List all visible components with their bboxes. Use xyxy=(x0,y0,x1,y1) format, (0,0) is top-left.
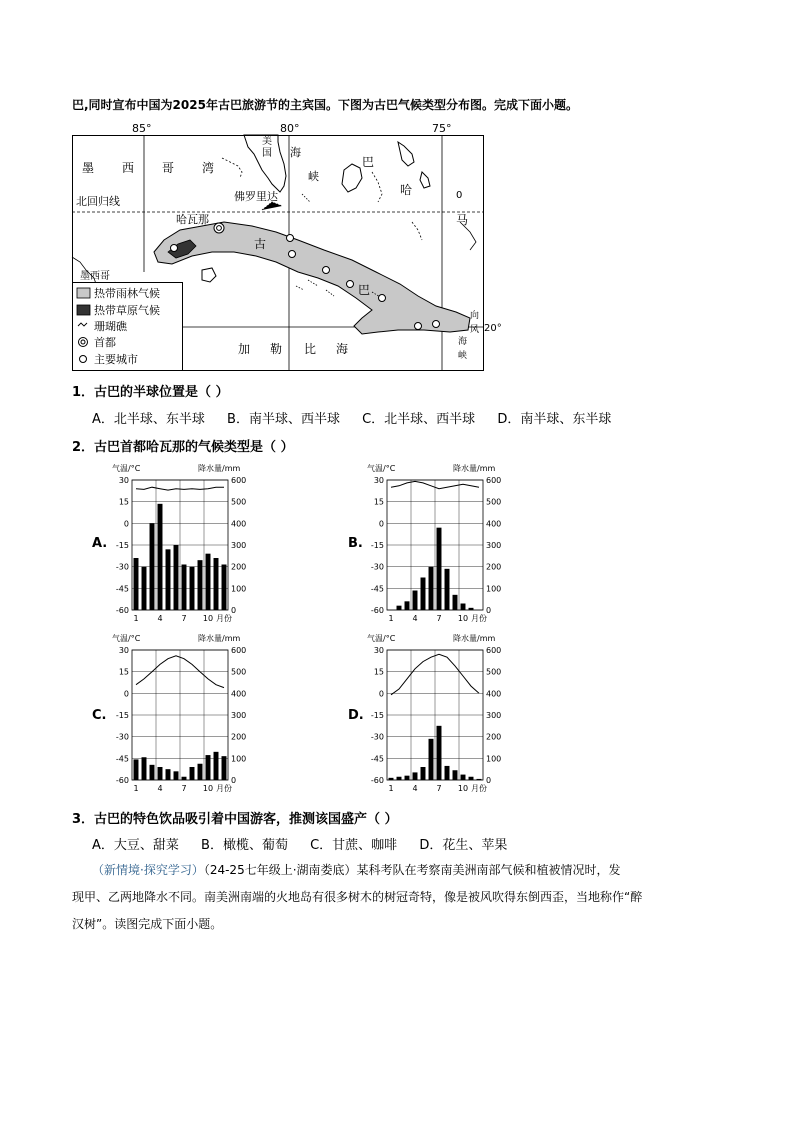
climate-chart-a xyxy=(110,460,260,628)
city-marker xyxy=(379,295,386,302)
q3-options xyxy=(92,834,525,853)
precip-bar xyxy=(142,567,147,610)
city-marker xyxy=(433,321,440,328)
precip-bar xyxy=(469,608,474,610)
x-tick-label: 1 xyxy=(133,614,139,623)
q3-stem: 3．古巴的特色饮品吸引着中国游客，推测该国盛产（ ） xyxy=(72,812,398,827)
precip-bar xyxy=(445,766,450,780)
precip-bar xyxy=(182,565,187,611)
q2-option-b-label[interactable]: B. xyxy=(348,536,363,551)
label-tropic: 北回归线 xyxy=(76,195,120,208)
y-axis-label-temp: 气温/°C xyxy=(112,464,141,473)
precip-bar xyxy=(397,606,402,610)
city-marker xyxy=(415,323,422,330)
temp-tick-label: 30 xyxy=(373,646,384,655)
label-caribbean-2: 勒 xyxy=(270,342,283,356)
label-florida: 佛罗里达 xyxy=(234,190,278,203)
precip-bar xyxy=(150,523,155,610)
precip-bar xyxy=(405,601,410,610)
precip-tick-label: 0 xyxy=(486,776,492,785)
capital-havana-inner xyxy=(217,226,222,231)
precip-tick-label: 100 xyxy=(231,754,247,764)
precip-bar xyxy=(206,554,211,610)
precip-bar xyxy=(158,767,163,780)
x-tick-label: 4 xyxy=(412,614,418,623)
precip-bar xyxy=(222,565,227,611)
label-cuba-2: 巴 xyxy=(358,283,371,297)
x-tick-label: 1 xyxy=(388,614,394,623)
passage-line-2: 现甲、乙两地降水不同。南美洲南端的火地岛有很多树木的树冠奇特，像是被风吹得东倒西歪，当地称作“醉 xyxy=(72,890,643,904)
temp-tick-label: 0 xyxy=(123,689,129,699)
precip-bar xyxy=(182,777,187,780)
precip-tick-label: 300 xyxy=(231,711,247,720)
temp-tick-label: 15 xyxy=(373,497,384,507)
climate-chart-b xyxy=(365,460,515,628)
temp-tick-label: -60 xyxy=(370,606,384,615)
city-marker xyxy=(171,245,178,252)
label-usa-2: 国 xyxy=(262,148,272,159)
y-axis-label-temp: 气温/°C xyxy=(367,464,396,473)
precip-bar xyxy=(445,569,450,610)
precip-bar xyxy=(413,772,418,780)
precip-bar xyxy=(405,776,410,780)
precip-bar xyxy=(214,558,219,610)
x-tick-label: 1 xyxy=(388,784,394,793)
temp-tick-label: 0 xyxy=(378,519,384,529)
precip-bar xyxy=(222,756,227,780)
passage-line1-rest: 某科考队在考察南美洲南部气候和植被情况时，发 xyxy=(356,863,621,877)
precip-bar xyxy=(421,767,426,780)
precip-bar xyxy=(166,549,171,610)
precip-bar xyxy=(397,777,402,780)
precip-tick-label: 100 xyxy=(231,584,247,594)
x-tick-label: 10 xyxy=(202,784,214,793)
city-icon xyxy=(80,356,87,363)
lon-label-85: 85° xyxy=(132,122,152,135)
precip-bar xyxy=(174,545,179,610)
legend-label-reef: 珊瑚礁 xyxy=(94,320,127,333)
city-marker xyxy=(323,267,330,274)
precip-bar xyxy=(134,759,139,780)
temp-tick-label: 0 xyxy=(378,689,384,699)
legend-dark-swatch xyxy=(77,305,90,315)
climate-chart-d xyxy=(365,630,515,798)
label-windward-4: 峡 xyxy=(458,351,468,361)
x-axis-label: 月份 xyxy=(216,614,232,623)
legend-label-rainforest: 热带雨林气候 xyxy=(94,287,160,300)
precip-tick-label: 100 xyxy=(486,754,502,764)
precip-tick-label: 600 xyxy=(486,646,502,655)
q1-option-c[interactable]: C．北半球、西半球 xyxy=(362,412,476,427)
temp-tick-label: -30 xyxy=(115,732,129,742)
y-axis-label-precip: 降水量/mm xyxy=(198,464,241,473)
temp-tick-label: -45 xyxy=(370,584,384,594)
label-windward-1: 向 xyxy=(470,311,480,321)
label-cuba-1: 古 xyxy=(254,237,267,251)
precip-tick-label: 600 xyxy=(231,476,247,485)
city-marker xyxy=(347,281,354,288)
temp-tick-label: -30 xyxy=(115,562,129,572)
label-caribbean-1: 加 xyxy=(238,342,251,356)
passage-line-3: 汉树”。读图完成下面小题。 xyxy=(72,917,223,931)
precip-bar xyxy=(166,769,171,780)
label-bahamas-1: 巴 xyxy=(362,155,375,169)
x-tick-label: 7 xyxy=(181,614,187,623)
y-axis-label-precip: 降水量/mm xyxy=(453,464,496,473)
label-windward-3: 海 xyxy=(458,337,468,347)
precip-bar xyxy=(206,755,211,780)
city-marker xyxy=(289,251,296,258)
temp-tick-label: -15 xyxy=(115,711,129,720)
precip-bar xyxy=(453,770,458,780)
precip-bar xyxy=(198,764,203,780)
label-mexico: 墨西哥 xyxy=(80,271,110,282)
precip-tick-label: 200 xyxy=(231,732,247,742)
label-usa-1: 美 xyxy=(262,136,272,147)
x-tick-label: 7 xyxy=(181,784,187,793)
cuba-climate-map xyxy=(72,122,502,372)
precip-bar xyxy=(150,765,155,780)
temp-tick-label: 15 xyxy=(118,497,129,507)
temp-tick-label: 0 xyxy=(123,519,129,529)
precip-bar xyxy=(134,558,139,610)
q1-option-d[interactable]: D．南半球、东半球 xyxy=(497,412,612,427)
q2-option-c-label[interactable]: C. xyxy=(92,708,107,723)
x-tick-label: 10 xyxy=(202,614,214,623)
temp-tick-label: -45 xyxy=(370,754,384,764)
legend-label-capital: 首都 xyxy=(94,336,116,349)
precip-bar xyxy=(142,757,147,780)
temp-tick-label: 15 xyxy=(373,667,384,677)
precip-bar xyxy=(174,771,179,780)
label-mexico-gulf-4: 湾 xyxy=(202,161,215,175)
label-mexico-gulf-1: 墨 xyxy=(82,161,95,175)
precip-bar xyxy=(437,726,442,780)
y-axis-label-precip: 降水量/mm xyxy=(453,634,496,643)
x-tick-label: 4 xyxy=(157,614,163,623)
temp-tick-label: -30 xyxy=(370,732,384,742)
label-strait-1: 海 xyxy=(290,146,301,159)
precip-bar xyxy=(429,567,434,610)
precip-tick-label: 0 xyxy=(231,606,237,615)
precip-bar xyxy=(158,504,163,610)
x-tick-label: 4 xyxy=(157,784,163,793)
precip-bar xyxy=(469,777,474,780)
x-axis-label: 月份 xyxy=(216,784,232,793)
precip-tick-label: 200 xyxy=(486,562,502,572)
x-tick-label: 7 xyxy=(436,614,442,623)
precip-tick-label: 0 xyxy=(486,606,492,615)
climate-chart-c xyxy=(110,630,260,798)
q1-stem: 1．古巴的半球位置是（ ） xyxy=(72,385,229,400)
label-caribbean-3: 比 xyxy=(304,342,317,356)
q2-option-d-label[interactable]: D. xyxy=(348,708,364,723)
legend-label-savanna: 热带草原气候 xyxy=(94,304,160,317)
passage-tag: （新情境·探究学习） xyxy=(92,863,204,877)
lat-label-20: 20° xyxy=(484,323,502,334)
precip-bar xyxy=(429,739,434,780)
q3-option-c[interactable]: C．甘蔗、咖啡 xyxy=(310,838,398,853)
q1-options xyxy=(92,408,629,427)
label-mexico-gulf-3: 哥 xyxy=(162,161,175,175)
x-tick-label: 10 xyxy=(457,784,469,793)
legend-label-city: 主要城市 xyxy=(94,353,138,366)
q3-option-a[interactable]: A．大豆、甜菜 xyxy=(92,838,179,853)
temp-tick-label: -30 xyxy=(370,562,384,572)
label-mexico-gulf-2: 西 xyxy=(122,161,135,175)
precip-tick-label: 400 xyxy=(231,689,247,699)
temp-tick-label: -15 xyxy=(370,541,384,550)
precip-tick-label: 300 xyxy=(486,541,502,550)
precip-bar xyxy=(389,778,394,780)
precip-bar xyxy=(461,604,466,611)
precip-bar xyxy=(437,528,442,610)
intro-text: 巴,同时宣布中国为2025年古巴旅游节的主宾国。下图为古巴气候类型分布图。完成下面小题。 xyxy=(72,98,578,112)
lon-label-75: 75° xyxy=(432,122,452,135)
precip-tick-label: 0 xyxy=(231,776,237,785)
label-havana: 哈瓦那 xyxy=(176,213,209,226)
q2-option-a-label[interactable]: A. xyxy=(92,536,108,551)
label-strait-2: 峡 xyxy=(308,170,319,183)
precip-bar xyxy=(190,567,195,610)
legend-light-swatch xyxy=(77,288,90,298)
temp-tick-label: 30 xyxy=(118,476,129,485)
precip-tick-label: 200 xyxy=(486,732,502,742)
precip-tick-label: 500 xyxy=(231,497,247,507)
precip-bar xyxy=(190,767,195,780)
precip-tick-label: 600 xyxy=(486,476,502,485)
passage-line-1 xyxy=(92,861,621,878)
temp-tick-label: -60 xyxy=(115,776,129,785)
precip-tick-label: 300 xyxy=(486,711,502,720)
precip-bar xyxy=(477,779,482,780)
x-axis-label: 月份 xyxy=(471,614,487,623)
city-marker xyxy=(287,235,294,242)
precip-bar xyxy=(461,775,466,780)
x-tick-label: 1 xyxy=(133,784,139,793)
precip-bar xyxy=(198,560,203,610)
x-tick-label: 10 xyxy=(457,614,469,623)
temp-tick-label: 30 xyxy=(373,476,384,485)
capital-icon-inner xyxy=(81,340,85,344)
passage-source: （24-25七年级上·湖南娄底） xyxy=(203,863,357,877)
precip-tick-label: 600 xyxy=(231,646,247,655)
q3-option-d[interactable]: D．花生、苹果 xyxy=(419,838,508,853)
precip-bar xyxy=(453,595,458,610)
precip-tick-label: 500 xyxy=(486,667,502,677)
precip-tick-label: 500 xyxy=(231,667,247,677)
label-windward-2: 风 xyxy=(470,325,480,335)
precip-tick-label: 400 xyxy=(486,689,502,699)
label-caribbean-4: 海 xyxy=(336,342,349,356)
y-axis-label-temp: 气温/°C xyxy=(112,634,141,643)
precip-tick-label: 500 xyxy=(486,497,502,507)
q1-option-b[interactable]: B．南半球、西半球 xyxy=(227,412,340,427)
x-tick-label: 7 xyxy=(436,784,442,793)
temp-tick-label: -60 xyxy=(370,776,384,785)
label-bahamas-3: 马 xyxy=(456,213,469,227)
precip-tick-label: 300 xyxy=(231,541,247,550)
precip-bar xyxy=(214,752,219,780)
q2-stem: 2．古巴首都哈瓦那的气候类型是（ ） xyxy=(72,440,294,455)
q3-option-b[interactable]: B．橄榄、葡萄 xyxy=(201,838,288,853)
temp-tick-label: -15 xyxy=(115,541,129,550)
precip-bar xyxy=(421,578,426,611)
temp-tick-label: 30 xyxy=(118,646,129,655)
temp-tick-label: 15 xyxy=(118,667,129,677)
precip-tick-label: 100 xyxy=(486,584,502,594)
precip-bar xyxy=(413,591,418,611)
temp-tick-label: -45 xyxy=(115,584,129,594)
temp-tick-label: -45 xyxy=(115,754,129,764)
lon-label-80: 80° xyxy=(280,122,300,135)
precip-tick-label: 200 xyxy=(231,562,247,572)
y-axis-label-precip: 降水量/mm xyxy=(198,634,241,643)
x-tick-label: 4 xyxy=(412,784,418,793)
q1-option-a[interactable]: A．北半球、东半球 xyxy=(92,412,205,427)
precip-tick-label: 400 xyxy=(486,519,502,529)
temp-tick-label: -60 xyxy=(115,606,129,615)
precip-tick-label: 400 xyxy=(231,519,247,529)
temp-tick-label: -15 xyxy=(370,711,384,720)
label-zero: 0 xyxy=(456,190,463,201)
label-bahamas-2: 哈 xyxy=(400,183,413,197)
y-axis-label-temp: 气温/°C xyxy=(367,634,396,643)
x-axis-label: 月份 xyxy=(471,784,487,793)
